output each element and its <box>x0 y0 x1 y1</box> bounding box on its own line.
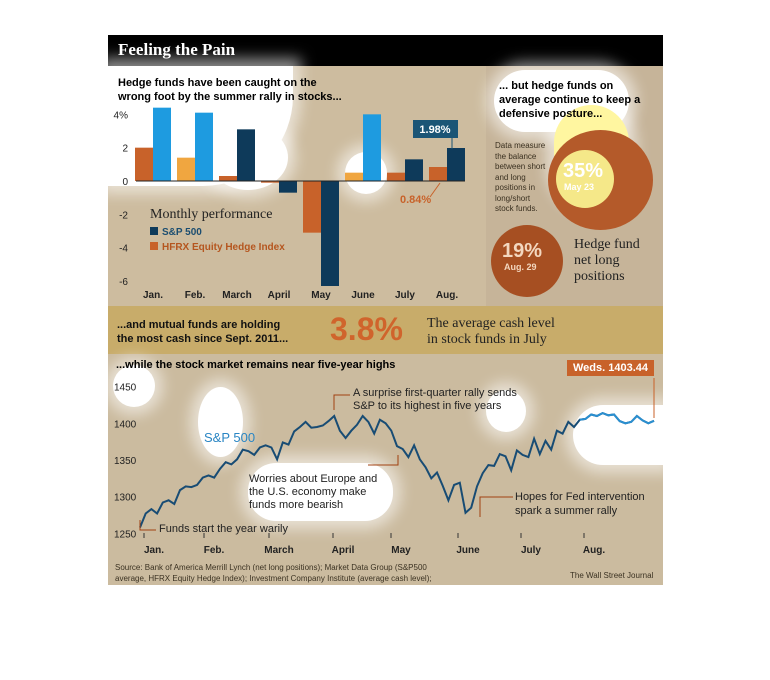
credit: The Wall Street Journal <box>570 571 654 580</box>
net-long-line: net long <box>574 253 620 268</box>
line-y-tick: 1450 <box>114 382 137 394</box>
posture-note-line: the balance <box>495 151 537 161</box>
legend-hfrx <box>150 242 285 253</box>
line-x-tick: Feb. <box>203 545 225 556</box>
source-line: Source: Bank of America Merrill Lynch (net long positions); Market Data Group (S&P500 <box>115 563 427 572</box>
bar-sp500 <box>321 181 339 286</box>
source-note <box>115 562 432 584</box>
cash-description-line: The average cash level <box>427 316 555 331</box>
bar-sp500 <box>447 148 465 181</box>
annotation-rally-line: S&P to its highest in five years <box>353 400 502 412</box>
posture-note <box>495 141 545 215</box>
callout-sp: 1.98% <box>419 124 451 136</box>
bar-x-tick: June <box>351 290 375 301</box>
bar-sp500 <box>279 181 297 193</box>
line-y-tick: 1350 <box>114 456 137 467</box>
annotation-start: Funds start the year warily <box>159 523 288 535</box>
line-x-tick: June <box>456 545 480 556</box>
legend-sp <box>150 227 202 238</box>
bar-y-tick: -4 <box>119 243 128 255</box>
bar-hfrx <box>345 173 363 181</box>
annotation-fed-line: Hopes for Fed intervention <box>515 491 645 503</box>
annotation-europe-line: the U.S. economy make <box>249 486 367 498</box>
bar-y-tick: -6 <box>119 277 128 288</box>
line-y-tick: 1250 <box>114 529 137 541</box>
bar-x-tick: Jan. <box>142 290 164 301</box>
bar-hfrx <box>135 148 153 181</box>
bar-y-tick: -2 <box>119 210 128 222</box>
annotation-europe <box>249 473 377 512</box>
index-heading: ...while the stock market remains near five-year highs <box>116 359 396 371</box>
line-x-tick: April <box>331 545 355 556</box>
bar-x-tick: July <box>394 290 416 301</box>
may-value: 35% <box>563 160 604 182</box>
bar-hfrx <box>429 167 447 181</box>
line-x-tick: May <box>391 545 411 556</box>
bar-x-tick: Feb. <box>184 290 206 301</box>
bar-sp500 <box>405 159 423 181</box>
peak-leader <box>334 395 350 410</box>
posture-note-line: long/short <box>495 193 531 203</box>
annotation-europe-line: funds more bearish <box>249 499 344 511</box>
bar-y-tick: 4% <box>113 110 128 122</box>
posture-heading-line: ... but hedge funds on <box>499 80 614 92</box>
bar-sp500 <box>237 129 255 181</box>
posture-note-line: between short <box>495 162 546 171</box>
line-x-tick: March <box>264 545 294 556</box>
cash-description-line: in stock funds in July <box>427 332 547 347</box>
sp500-line-recent <box>580 413 654 423</box>
aug-value: 19% <box>502 240 543 262</box>
europe-leader <box>368 455 398 465</box>
bar-hfrx <box>303 181 321 233</box>
posture-note-line: stock funds. <box>495 204 538 213</box>
line-x-tick: Jan. <box>143 545 165 556</box>
posture-heading-line: defensive posture... <box>499 108 603 120</box>
cash-heading-line: the most cash since Sept. 2011... <box>117 333 289 345</box>
line-x-tick: July <box>520 545 542 556</box>
posture-note-line: and long <box>495 172 526 182</box>
bar-y-tick: 0 <box>122 177 128 188</box>
bar-hfrx <box>219 176 237 181</box>
monthly-heading-line: Hedge funds have been caught on the <box>118 77 317 89</box>
cash-description <box>427 316 555 348</box>
legend-hfrx-label: HFRX Equity Hedge Index <box>162 242 285 253</box>
sp500-series-label: S&P 500 <box>204 430 256 445</box>
bar-y-tick: 2 <box>122 143 128 155</box>
annotation-rally <box>353 387 517 413</box>
line-y-tick: 1300 <box>114 492 137 504</box>
annotation-rally-line: A surprise first-quarter rally sends <box>353 387 517 399</box>
bar-x-tick: May <box>311 290 331 301</box>
aug-date: Aug. 29 <box>504 262 537 272</box>
legend-title: Monthly performance <box>150 207 273 222</box>
monthly-heading <box>118 76 342 104</box>
net-long-line: Hedge fund <box>574 237 640 252</box>
bar-x-tick: April <box>267 290 291 301</box>
cash-heading <box>117 318 288 346</box>
posture-heading <box>499 79 640 121</box>
page-title: Feeling the Pain <box>118 40 236 59</box>
annotation-europe-line: Worries about Europe and <box>249 473 378 485</box>
callout-hfrx-leader <box>430 183 440 197</box>
net-long-label <box>574 237 640 285</box>
line-x-tick: Aug. <box>582 545 606 556</box>
net-long-line: positions <box>574 269 625 284</box>
cash-heading-line: ...and mutual funds are holding <box>117 319 281 331</box>
fed-leader <box>480 497 513 517</box>
cash-value: 3.8% <box>330 311 403 347</box>
source-line: average, HFRX Equity Hedge Index); Investment Company Institute (average cash level); <box>115 574 432 583</box>
may-date: May 23 <box>564 182 595 192</box>
latest-value-flag: Weds. 1403.44 <box>567 360 654 376</box>
bar-x-tick: Aug. <box>435 290 459 301</box>
annotation-fed-line: spark a summer rally <box>515 505 618 517</box>
monthly-heading-line: wrong foot by the summer rally in stocks... <box>118 91 342 103</box>
bar-hfrx <box>177 158 195 181</box>
posture-heading-line: average continue to keep a <box>499 94 641 106</box>
posture-note-line: positions in <box>495 183 536 192</box>
legend-sp-label: S&P 500 <box>162 227 202 238</box>
legend-hfrx-swatch <box>150 242 158 250</box>
bar-sp500 <box>363 114 381 181</box>
bar-sp500 <box>195 113 213 181</box>
bar-x-tick: March <box>222 290 252 301</box>
posture-note-line: Data measure <box>495 141 546 150</box>
bar-hfrx <box>387 173 405 181</box>
callout-hfrx: 0.84% <box>400 194 432 206</box>
legend-sp-swatch <box>150 227 158 235</box>
bar-sp500 <box>153 108 171 181</box>
infographic-panel <box>108 35 663 585</box>
annotation-fed <box>515 490 645 518</box>
line-y-tick: 1400 <box>114 419 137 431</box>
